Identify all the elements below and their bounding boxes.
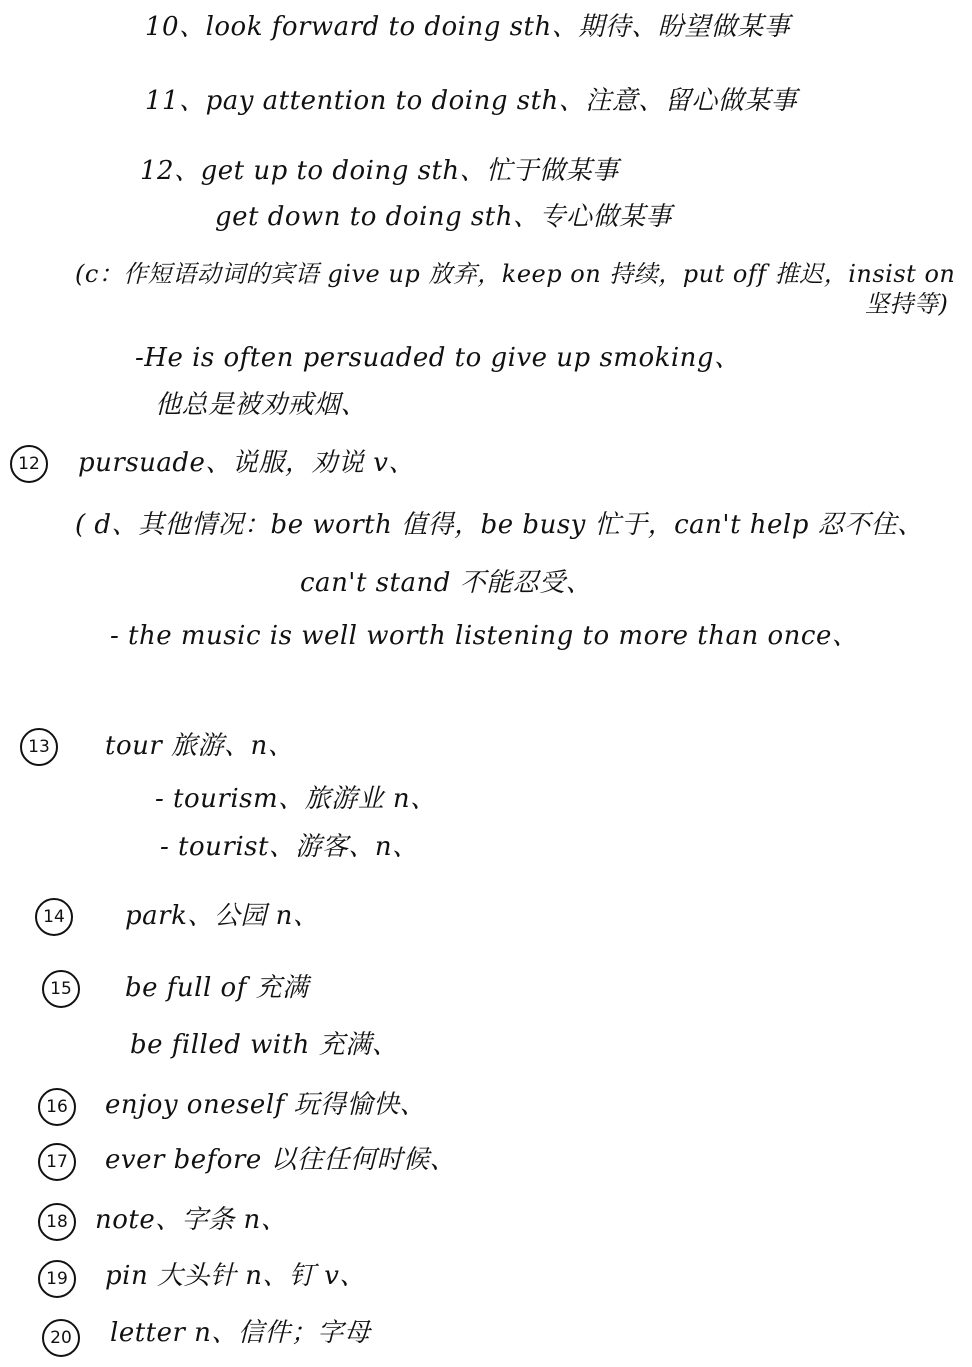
item-number-16: 16 bbox=[38, 1088, 76, 1126]
line-enjoy-oneself: enjoy oneself 玩得愉快、 bbox=[105, 1090, 427, 1120]
line-example-music: - the music is well worth listening to more than once、 bbox=[110, 621, 859, 651]
line-c-continued: 坚持等) bbox=[865, 290, 949, 318]
item-number-18: 18 bbox=[38, 1203, 76, 1241]
line-tour: tour 旅游、n、 bbox=[105, 731, 295, 761]
item-number-20: 20 bbox=[42, 1319, 80, 1357]
line-tourism: - tourism、旅游业 n、 bbox=[155, 784, 437, 814]
line-cant-stand: can't stand 不能忍受、 bbox=[300, 568, 593, 598]
line-letter: letter n、信件；字母 bbox=[110, 1318, 371, 1348]
line-park: park、公园 n、 bbox=[125, 901, 320, 931]
line-ever-before: ever before 以往任何时候、 bbox=[105, 1145, 457, 1175]
line-note: note、字条 n、 bbox=[95, 1205, 288, 1235]
line-get-down-to: get down to doing sth、专心做某事 bbox=[215, 202, 672, 232]
line-example-translation: 他总是被劝戒烟、 bbox=[155, 390, 368, 420]
item-number-14: 14 bbox=[35, 898, 73, 936]
item-number-17: 17 bbox=[38, 1143, 76, 1181]
line-pursuade: pursuade、说服，劝说 v、 bbox=[78, 448, 415, 478]
item-number-15: 15 bbox=[42, 970, 80, 1008]
line-12-get-up-to: 12、get up to doing sth、忙于做某事 bbox=[140, 156, 619, 186]
line-d-other-cases: ( d、其他情况：be worth 值得，be busy 忙于，can't help 忍不住、 bbox=[75, 510, 924, 540]
line-c-phrasal-verb-object: (c：作短语动词的宾语 give up 放弃，keep on 持续，put off 推迟，insist on bbox=[75, 260, 956, 288]
line-be-full-of: be full of 充满 bbox=[125, 973, 309, 1003]
line-pin: pin 大头针 n、钉 v、 bbox=[105, 1261, 366, 1291]
line-11-pay-attention: 11、pay attention to doing sth、注意、留心做某事 bbox=[145, 86, 798, 116]
item-number-12: 12 bbox=[10, 445, 48, 483]
line-10-look-forward: 10、look forward to doing sth、期待、盼望做某事 bbox=[145, 12, 791, 42]
line-be-filled-with: be filled with 充满、 bbox=[130, 1030, 399, 1060]
line-example-persuaded: -He is often persuaded to give up smoking、 bbox=[135, 343, 741, 373]
line-tourist: - tourist、游客、n、 bbox=[160, 832, 419, 862]
item-number-13: 13 bbox=[20, 728, 58, 766]
item-number-19: 19 bbox=[38, 1260, 76, 1298]
